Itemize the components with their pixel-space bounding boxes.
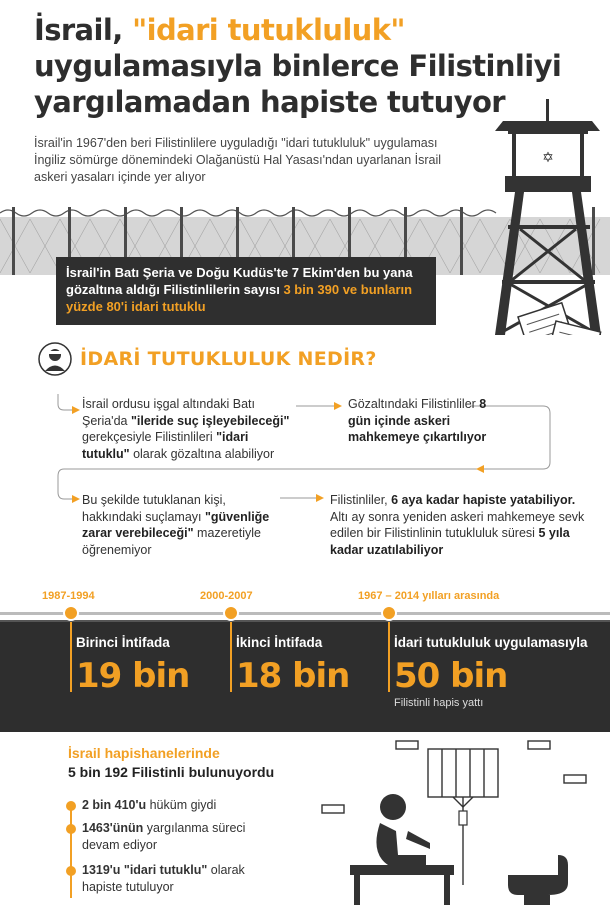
- svg-text:✡: ✡: [542, 150, 554, 166]
- flow-step-1: İsrail ordusu işgal altındaki Batı Şeria'da "ileride suç işleyebileceği" gerekçesiyle Filistinlileri "idari tutuklu" olarak gözaltına alabiliyor: [82, 397, 290, 461]
- timeline-line-dark: [0, 620, 610, 622]
- prisons-heading: İsrail hapishanelerinde: [68, 745, 220, 761]
- stat-highlight: 3 bin 390 ve bunların yüzde 80'i idari tutuklu: [66, 282, 413, 314]
- prisons-dot-2: [66, 824, 76, 834]
- timeline-event-3: İdari tutukluluk uygulamasıyla: [394, 635, 588, 650]
- flow-step-3: Bu şekilde tutuklanan kişi, hakkındaki suçlamayı "güvenliğe zarar verebileceği" mazeretiyle öğrenemiyor: [82, 493, 270, 557]
- flow-step-2: Gözaltındaki Filistinliler 8 gün içinde askeri mahkemeye çıkartılıyor: [348, 397, 487, 444]
- prisons-total: 5 bin 192 Filistinli bulunuyordu: [68, 764, 275, 780]
- timeline-event-1: Birinci İntifada: [76, 635, 170, 650]
- flow-step-4: Filistinliler, 6 aya kadar hapiste yatabiliyor. Altı ay sonra yeniden askeri mahkemeye sevk edilen bir Filistinlinin tutukluluk süresi 5 yıla kadar uzatılabiliyor: [330, 493, 585, 557]
- timeline-stem-1: [70, 622, 72, 692]
- timeline-value-1: 19 bin: [76, 656, 190, 696]
- prison-cell-illustration: [318, 735, 608, 905]
- timeline-dot-3: [381, 605, 397, 621]
- timeline-value-3: 50 bin: [394, 656, 508, 696]
- intro-text: İsrail'in 1967'den beri Filistinlilere uyguladığı "idari tutukluluk" uygulaması İngiliz sömürge dönemindeki Olağanüstü Hal Yasası'ndan uyarlanan İsrail askeri yasaları içinde yer alıyor: [34, 136, 442, 184]
- page-title: İsrail, "idari tutukluluk" uygulamasıyla binlerce Filistinliyi yargılamadan hapiste tutuyor: [34, 13, 562, 119]
- prisons-item-1: 2 bin 410'u hüküm giydi: [82, 798, 217, 812]
- section-title: İDARİ TUTUKLULUK NEDİR?: [80, 348, 377, 370]
- title-highlight: "idari tutukluluk": [132, 13, 405, 47]
- prisoner-icon: [38, 342, 72, 376]
- timeline-note-3: Filistinli hapis yattı: [394, 697, 484, 709]
- timeline-dot-1: [63, 605, 79, 621]
- timeline-period-3: 1967 – 2014 yılları arasında: [358, 590, 500, 602]
- prisons-dot-1: [66, 801, 76, 811]
- timeline-dot-2: [223, 605, 239, 621]
- prisons-item-2: 1463'ünün yargılanma süreci devam ediyor: [82, 821, 246, 852]
- timeline-line: [0, 612, 610, 615]
- timeline-period-2: 2000-2007: [200, 590, 253, 602]
- prisons-item-3: 1319'u "idari tutuklu" olarak hapiste tutuluyor: [82, 863, 245, 894]
- timeline-stem-2: [230, 622, 232, 692]
- prisons-dot-3: [66, 866, 76, 876]
- timeline-period-1: 1987-1994: [42, 590, 95, 602]
- prisons-line: [70, 806, 72, 898]
- timeline-event-2: İkinci İntifada: [236, 635, 323, 650]
- detention-stat-box: İsrail'in Batı Şeria ve Doğu Kudüs'te 7 Ekim'den bu yana gözaltına aldığı Filistinlilerin sayısı 3 bin 390 ve bunların yüzde 80'i idari tutuklu: [56, 257, 436, 325]
- timeline-value-2: 18 bin: [236, 656, 350, 696]
- timeline-stem-3: [388, 622, 390, 692]
